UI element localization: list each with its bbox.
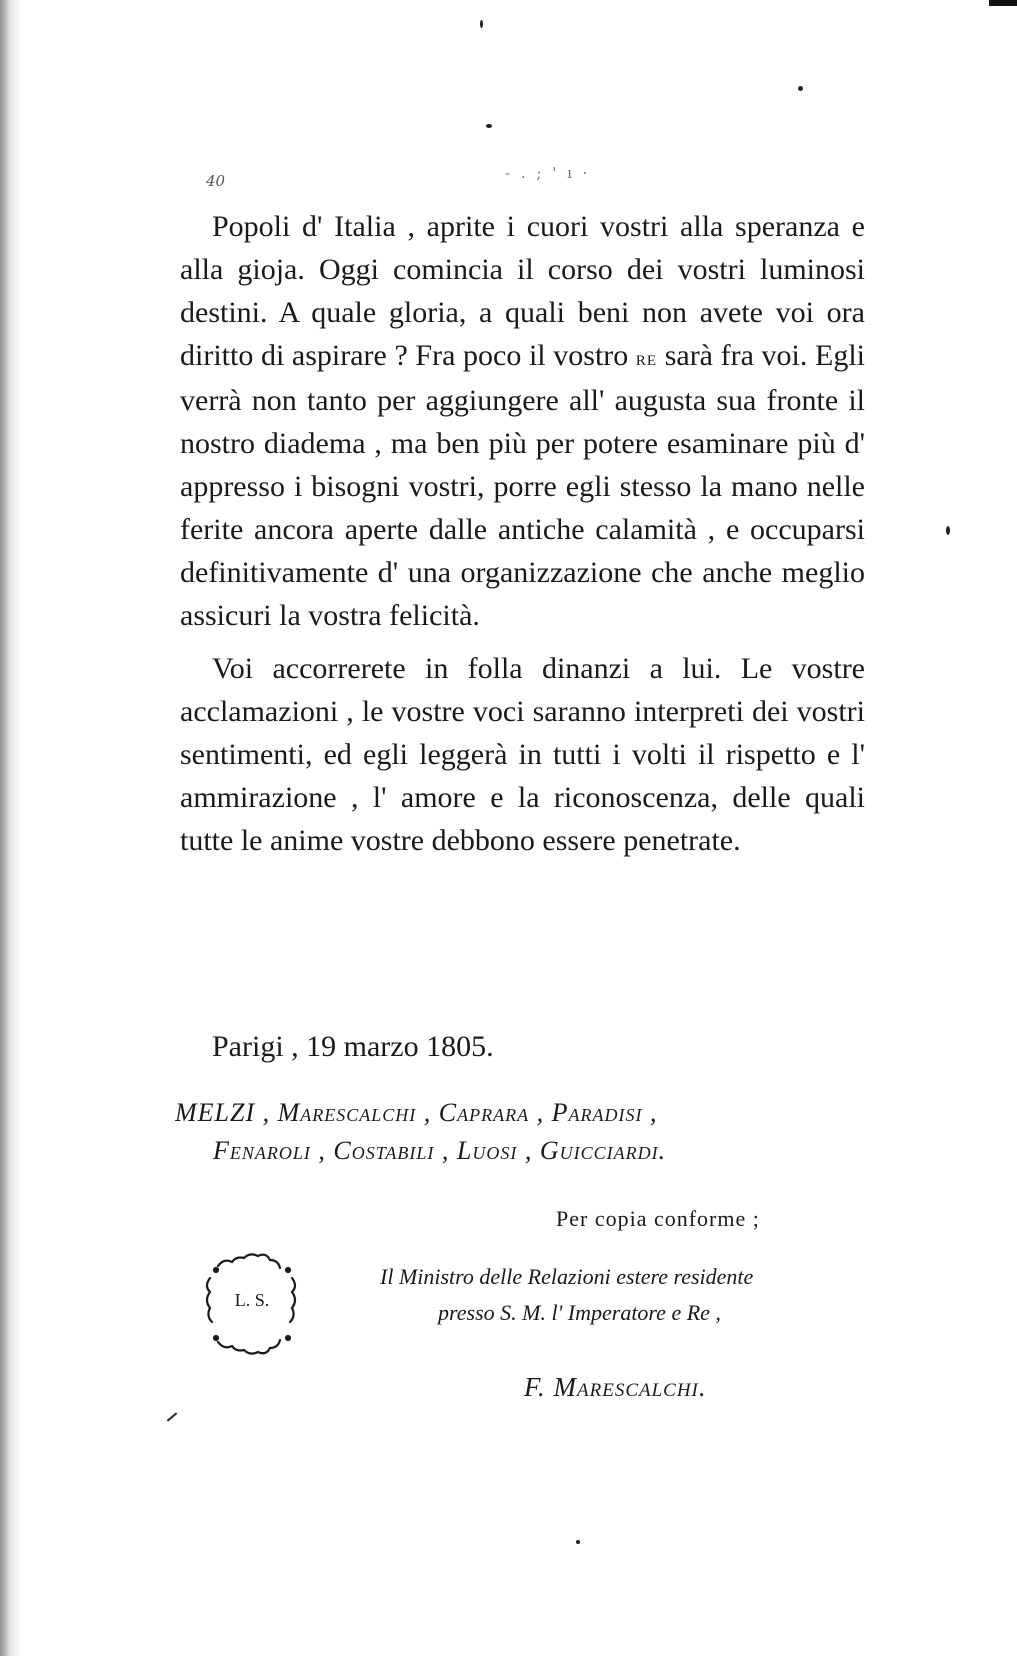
header-marks: - . ; ' ı · [505,164,591,182]
final-signature: F. Marescalchi. [524,1372,707,1402]
scan-speck [167,1412,177,1421]
body-text [180,205,865,862]
minister-line-1: Il Ministro delle Relazioni estere residente [380,1264,754,1289]
paragraph-1-part-b: sarà fra voi. Egli verrà non tanto per aggiungere all' augusta sua fronte il nostro diadema , ma ben più per potere esaminare più d' appresso i bisogni vostri, porre egli stesso la mano nelle ferite ancora aperte dalle antiche calamità , e occuparsi definitivamente d' una organizzazione che anche meglio assicuri la vostra felicità. [180,339,865,632]
seal-stamp [196,1248,308,1360]
paragraph-2: Voi accorrerete in folla dinanzi a lui. Le vostre acclamazioni , le vostre voci saranno interpreti dei vostri sentimenti, ed egli leggerà in tutti i volti il rispetto e l' ammirazione , l' amore e la riconoscenza, delle quali tutte le anime vostre debbono essere penetrate. [180,652,865,857]
seal-label: L. S. [234,1290,270,1310]
copy-conforming-label: Per copia conforme ; [556,1206,760,1231]
signatory: Costabili [333,1136,435,1165]
re-small-caps: re [635,345,658,370]
page-number: 40 [206,172,226,190]
minister-line-2: presso S. M. l' Imperatore e Re , [438,1300,721,1325]
signatory: Luosi [456,1136,518,1165]
scan-speck [480,20,483,28]
signatory: MELZI [175,1098,256,1127]
signatories-line-2: Fenaroli , Costabili , Luosi , Guicciardi. [213,1136,667,1165]
scan-speck [486,124,492,128]
signatory: Marescalchi [277,1098,417,1127]
scan-speck [946,526,950,535]
signatory: Fenaroli [213,1136,311,1165]
scan-speck [798,86,803,91]
signatory: Paradisi [551,1098,643,1127]
paragraph-1-part-a: Popoli d' Italia , aprite i cuori vostri alla speranza e alla gioja. Oggi comincia il corso dei vostri luminosi destini. A quale gloria, a quali beni non avete voi ora diritto di aspirare ? Fra poco il vostro [180,210,865,372]
signatories-line-1: MELZI , Marescalchi , Caprara , Paradisi , [175,1098,658,1127]
date-line: Parigi , 19 marzo 1805. [212,1030,494,1063]
paragraph-1 [180,205,865,637]
signatory: Caprara [438,1098,530,1127]
scan-speck [576,1540,580,1544]
signatories-block [175,1098,875,1166]
page-edge-shadow [0,0,22,1656]
scan-edge-mark [989,0,1017,6]
signatory: Guicciardi [539,1136,659,1165]
minister-title [380,1264,900,1326]
